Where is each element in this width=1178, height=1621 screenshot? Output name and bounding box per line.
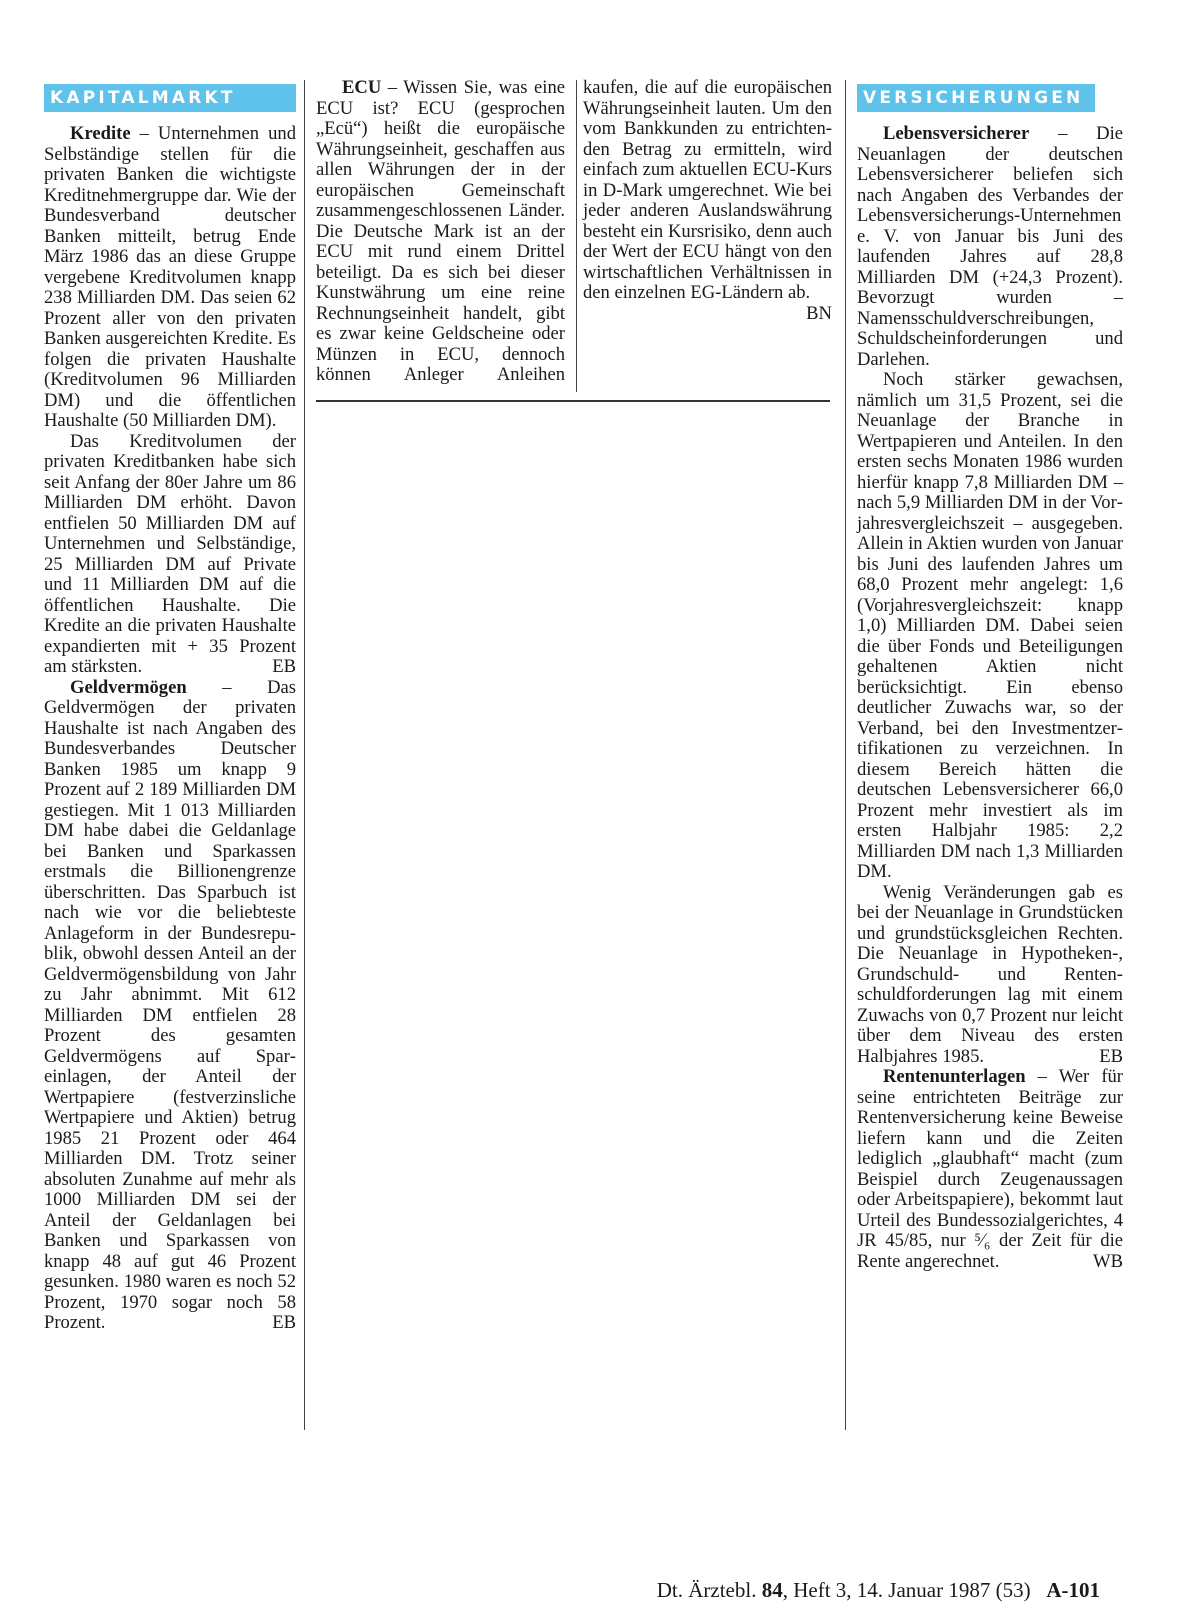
column-divider-3: [845, 80, 846, 1430]
article-kredite-lead: Kredite: [70, 123, 131, 144]
page-footer: [657, 1578, 1100, 1603]
article-kredite-p1: [44, 124, 296, 432]
article-lebensversicherer-p3: [857, 883, 1123, 1068]
article-ecu-lead: ECU: [342, 77, 382, 98]
article-lebensversicherer-text-1: – Die Neuanlagen der deutschen Lebensversicherer beliefen sich nach Angaben des Verbandes der Lebensversicherungs-Unternehmen e. V. von Januar bis Juni des laufenden Jahres auf 28,8 Milliarden DM (+24,3 Prozent). Bevorzugt wurden – Namensschuldverschreibungen, Schuldscheinforderungen und Darlehen.: [857, 123, 1123, 370]
footer-volume: 84: [761, 1578, 783, 1602]
section-banner-versicherungen: VERSICHERUNGEN: [857, 84, 1095, 112]
column-1: [44, 84, 296, 1334]
article-rentenunterlagen-lead: Rentenunterlagen: [883, 1066, 1026, 1087]
footer-journal: Dt. Ärztebl.: [656, 1578, 762, 1602]
article-geldvermoegen-signature: EB: [272, 1312, 296, 1333]
footer-page-number: A-101: [1046, 1578, 1100, 1602]
article-kredite-text-2: Das Kreditvolumen der privaten Kreditbanken habe sich seit Anfang der 80er Jahre um 86 Milliarden DM erhöht. Davon entfielen 50 Milliarden DM auf Unternehmen und Selbständige, 25 Milliarden DM auf Private und 11 Milliarden DM auf die öffentlichen Haushalte. Die Kredite an die privaten Haushalte expandierten mit + 35 Prozent am stärksten.: [44, 430, 296, 677]
article-lebensversicherer-p2: [857, 370, 1123, 883]
article-lebensversicherer-signature: EB: [1099, 1045, 1123, 1067]
column-divider-1: [304, 80, 305, 1430]
column-4: [857, 84, 1123, 1272]
article-lebensversicherer-text-3: Wenig Veränderungen gab es bei der Neuanlage in Grundstücken und grundstücksgleichen Rechten. Die Neuanlage in Hypotheken-, Grundschuld- und Rentenschuldforderungen lag mit einem Zuwachs von 0,7 Prozent nur leicht über dem Niveau des ersten Halbjahres 1985.: [857, 881, 1123, 1067]
article-geldvermoegen: [44, 678, 296, 1334]
article-lebensversicherer-lead: Lebensversicherer: [883, 123, 1030, 144]
section-banner-kapitalmarkt: KAPITALMARKT: [44, 84, 296, 112]
article-rentenunterlagen-signature: WB: [1093, 1250, 1123, 1272]
article-geldvermoegen-lead: Geldvermögen: [70, 676, 187, 698]
article-kredite-text-1: – Unternehmen und Selbständige stellen für die privaten Banken die wichtigste Kreditnehmergruppe dar. Wie der Bundesverband deutscher Banken mitteilt, betrug Ende März 1986 das an diese Gruppe vergebene Kreditvolumen knapp 238 Milliarden DM. Das seien 62 Prozent aller von den privaten Banken ausgereichten Kredite. Es folgen die privaten Haushalte (Kreditvolumen 96 Milliarden DM) und die öffentlichen Haushalte (50 Milliarden DM).: [44, 123, 296, 431]
article-kredite-p2: [44, 432, 296, 678]
ecu-bottom-rule: [316, 400, 830, 402]
article-geldvermoegen-text: – Das Geldvermögen der privaten Haushalte ist nach Angaben des Bundesverbandes Deutscher Banken 1985 um knapp 9 Prozent auf 2 189 Milliarden DM gestiegen. Mit 1 013 Milliarden DM habe dabei die Geldanlage bei Banken und Sparkassen erstmals die Billionengrenze überschritten. Das Sparbuch ist nach wie vor die beliebteste Anlageform in der Bundesrepublik, obwohl dessen Anteil an der Geldvermögensbildung von Jahr zu Jahr abnimmt. Mit 612 Milliarden DM entfielen 28 Prozent des gesamten Geldvermögens auf Spareinlagen, der Anteil der Wertpapiere (festverzinsliche Wertpapiere und Aktien) betrug 1985 21 Prozent oder 464 Milliarden DM. Trotz seiner absoluten Zunahme auf mehr als 1000 Milliarden DM sei der Anteil der Geldanlagen bei Banken und Sparkassen von knapp 48 auf gut 46 Prozent gesunken. 1980 waren es noch 52 Prozent, 1970 sogar noch 58 Prozent.: [44, 676, 296, 1333]
article-kredite-signature: EB: [272, 656, 296, 677]
article-ecu-signature: BN: [806, 302, 832, 324]
article-rentenunterlagen-text: – Wer für seine entrichteten Beiträge zur Rentenversicherung keine Beweise liefern kann und die Zeiten lediglich „glaubhaft“ macht (zum Beispiel durch Zeugenaussagen oder Arbeitspapiere), bekommt laut Urteil des Bundessozialgerichtes, 4 JR 45/85, nur ⁵⁄₆ der Zeit für die Rente angerechnet.: [857, 1066, 1123, 1272]
article-ecu-text: – Wissen Sie, was eine ECU ist? ECU (gesprochen „Ecü“) heißt die europäische Währungseinheit, geschaffen aus allen Währungen der in der europäischen Gemeinschaft zusammengeschlossenen Länder. Die Deutsche Mark ist an der ECU mit rund einem Drittel beteiligt. Da es sich bei dieser Kunstwährung um eine reine Rechnungseinheit handelt, gibt es zwar keine Geldscheine oder Münzen in ECU, dennoch können Anleger Anleihen kaufen, die auf die europäischen Währungseinheit lauten. Um den vom Bankkunden zu entrichtenden Betrag zu ermitteln, wird einfach zum aktuellen ECU-Kurs in D-Mark umgerechnet. Wie bei jeder anderen Auslandswährung besteht ein Kursrisiko, denn auch der Wert der ECU hängt von den wirtschaftlichen Verhältnissen in den einzelnen EG-Ländern ab.: [316, 77, 832, 385]
article-ecu: [316, 78, 832, 398]
column-divider-2: [576, 80, 577, 392]
footer-issue: , Heft 3, 14. Januar 1987 (53): [782, 1578, 1031, 1602]
article-rentenunterlagen: [857, 1067, 1123, 1272]
article-lebensversicherer-text-2: Noch stärker gewachsen, nämlich um 31,5 Prozent, sei die Neuanlage der Branche in Wertpapieren und Anteilen. In den ersten sechs Monaten 1986 wurden hierfür knapp 7,8 Milliarden DM – nach 5,9 Milliarden DM in der Vorjahresvergleichszeit – ausgegeben. Allein in Aktien wurden von Januar bis Juni des laufenden Jahres um 68,0 Prozent mehr angelegt: 1,6 (Vorjahresvergleichszeit: knapp 1,0) Milliarden DM. Dabei seien die über Fonds und Beteiligungen gehaltenen Aktien nicht berücksichtigt. Ein ebenso deutlicher Zuwachs war, so der Verband, bei den Investmentzertifikationen zu verzeichnen. In diesem Bereich hätten die deutschen Lebensversicherer 66,0 Prozent mehr investiert als im ersten Halbjahr 1985: 2,2 Milliarden DM nach 1,3 Milliarden DM.: [857, 369, 1123, 882]
article-lebensversicherer-p1: [857, 124, 1123, 370]
column-2: [316, 78, 832, 398]
